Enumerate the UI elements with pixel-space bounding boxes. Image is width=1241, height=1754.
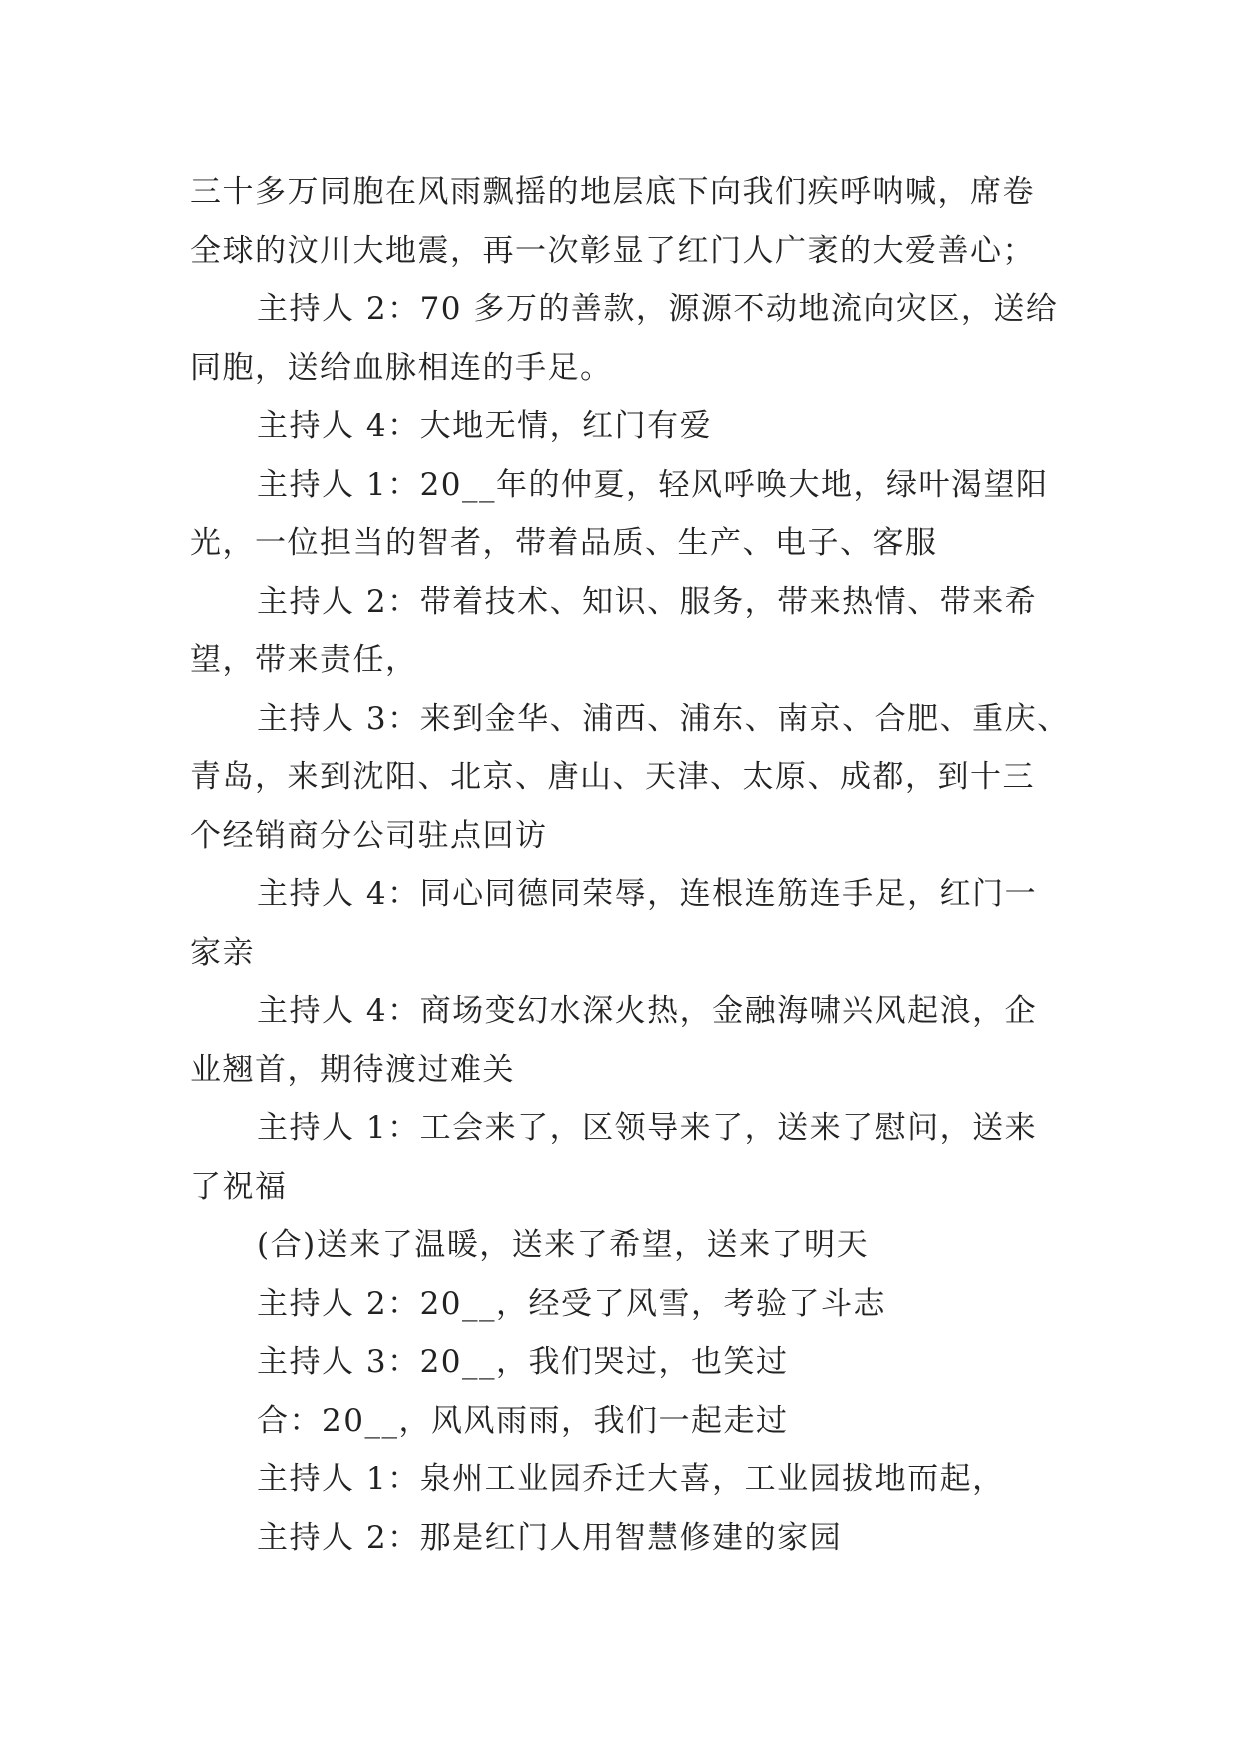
text-line: 光，一位担当的智者，带着品质、生产、电子、客服 <box>190 525 938 561</box>
text-line: 了祝福 <box>190 1168 288 1205</box>
text-line: 主持人 2：带着技术、知识、服务，带来热情、带来希 <box>257 583 1038 620</box>
text-line: 主持人 4：大地无情，红门有爱 <box>257 408 713 444</box>
text-line: 主持人 4：同心同德同荣辱，连根连筋连手足，红门一 <box>257 876 1038 912</box>
text-line: 主持人 2：20__，经受了风雪，考验了斗志 <box>257 1285 887 1322</box>
text-line: 三十多万同胞在风雨飘摇的地层底下向我们疾呼呐喊，席卷 <box>190 174 1035 210</box>
text-line: 主持人 3：20__，我们哭过，也笑过 <box>257 1344 789 1380</box>
text-line: 主持人 2：那是红门人用智慧修建的家园 <box>257 1519 843 1556</box>
text-line: 业翘首，期待渡过难关 <box>190 1051 515 1088</box>
text-line: (合)送来了温暖，送来了希望，送来了明天 <box>257 1227 870 1263</box>
text-line: 主持人 1：工会来了，区领导来了，送来了慰问，送来 <box>257 1110 1038 1146</box>
text-line: 主持人 1：20__年的仲夏，轻风呼唤大地，绿叶渴望阳 <box>257 466 1049 503</box>
text-line: 主持人 3：来到金华、浦西、浦东、南京、合肥、重庆、 <box>257 700 1070 737</box>
text-line: 主持人 2：70 多万的善款，源源不动地流向灾区，送给 <box>257 291 1059 327</box>
text-line: 个经销商分公司驻点回访 <box>190 817 548 854</box>
text-line: 望，带来责任， <box>190 642 418 678</box>
document-body <box>190 163 1070 1567</box>
text-line: 合：20__，风风雨雨，我们一起走过 <box>257 1402 789 1439</box>
text-line: 主持人 4：商场变幻水深火热，金融海啸兴风起浪，企 <box>257 993 1038 1029</box>
text-line: 同胞，送给血脉相连的手足。 <box>190 349 613 386</box>
text-line: 主持人 1：泉州工业园乔迁大喜，工业园拔地而起， <box>257 1461 1005 1497</box>
text-line: 全球的汶川大地震，再一次彰显了红门人广袤的大爱善心； <box>190 232 1035 269</box>
text-line: 青岛，来到沈阳、北京、唐山、天津、太原、成都，到十三 <box>190 759 1035 795</box>
text-line: 家亲 <box>190 934 255 971</box>
